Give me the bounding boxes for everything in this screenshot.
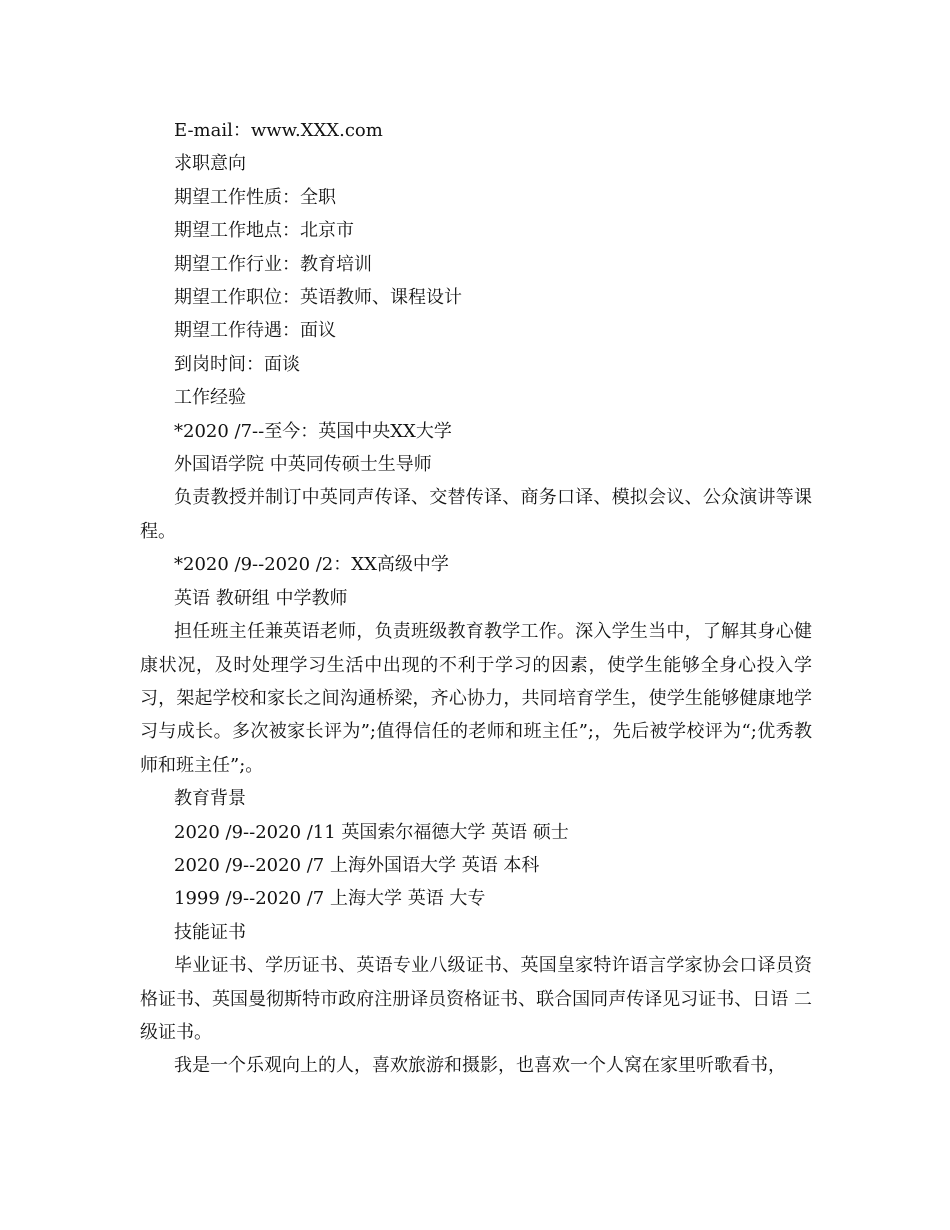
- expected-job-salary: 期望工作待遇：面议: [174, 320, 336, 342]
- expected-job-position: 期望工作职位：英语教师、课程设计: [174, 287, 462, 309]
- self-evaluation-text: 我是一个乐观向上的人，喜欢旅游和摄影，也喜欢一个人窝在家里听歌看书，: [174, 1055, 786, 1077]
- contact-email: E-mail：www.XXX.com: [174, 120, 383, 141]
- expected-job-location: 期望工作地点：北京市: [174, 220, 354, 242]
- job-description: 负责教授并制订中英同声传译、交替传译、商务口译、模拟会议、公众演讲等课程。: [140, 487, 812, 542]
- expected-job-industry: 期望工作行业：教育培训: [174, 253, 372, 275]
- work-experience-heading: 工作经验: [174, 387, 246, 409]
- skills-heading: 技能证书: [174, 921, 246, 943]
- job-role: 外国语学院 中英同传硕士生导师: [174, 454, 432, 476]
- job-description: 担任班主任兼英语老师，负责班级教育教学工作。深入学生当中，了解其身心健康状况，及时处理学习生活中出现的不利于学习的因素，使学生能够全身心投入学习，架起学校和家长之间沟通桥梁，齐心协力，共同培育学生，使学生能够健康地学习与成长。多次被家长评为”;值得信任的老师和班主任”;，先后被学校评为“;优秀教师和班主任”;。: [140, 621, 812, 776]
- job-intention-heading: 求职意向: [174, 153, 246, 175]
- job-period: *2020 /7--至今：英国中央XX大学: [174, 420, 452, 442]
- resume-content: [140, 114, 812, 1083]
- education-item: 1999 /9--2020 /7 上海大学 英语 大专: [174, 888, 486, 910]
- start-time: 到岗时间：面谈: [174, 353, 300, 375]
- education-item: 2020 /9--2020 /11 英国索尔福德大学 英语 硕士: [174, 821, 569, 843]
- job-role: 英语 教研组 中学教师: [174, 587, 348, 609]
- expected-job-nature: 期望工作性质：全职: [174, 186, 336, 208]
- education-heading: 教育背景: [174, 788, 246, 810]
- skills-text: 毕业证书、学历证书、英语专业八级证书、英国皇家特许语言学家协会口译员资格证书、英国曼彻斯特市政府注册译员资格证书、联合国同声传译见习证书、日语 二级证书。: [140, 955, 812, 1043]
- job-period: *2020 /9--2020 /2：XX高级中学: [174, 554, 449, 576]
- education-item: 2020 /9--2020 /7 上海外国语大学 英语 本科: [174, 854, 540, 876]
